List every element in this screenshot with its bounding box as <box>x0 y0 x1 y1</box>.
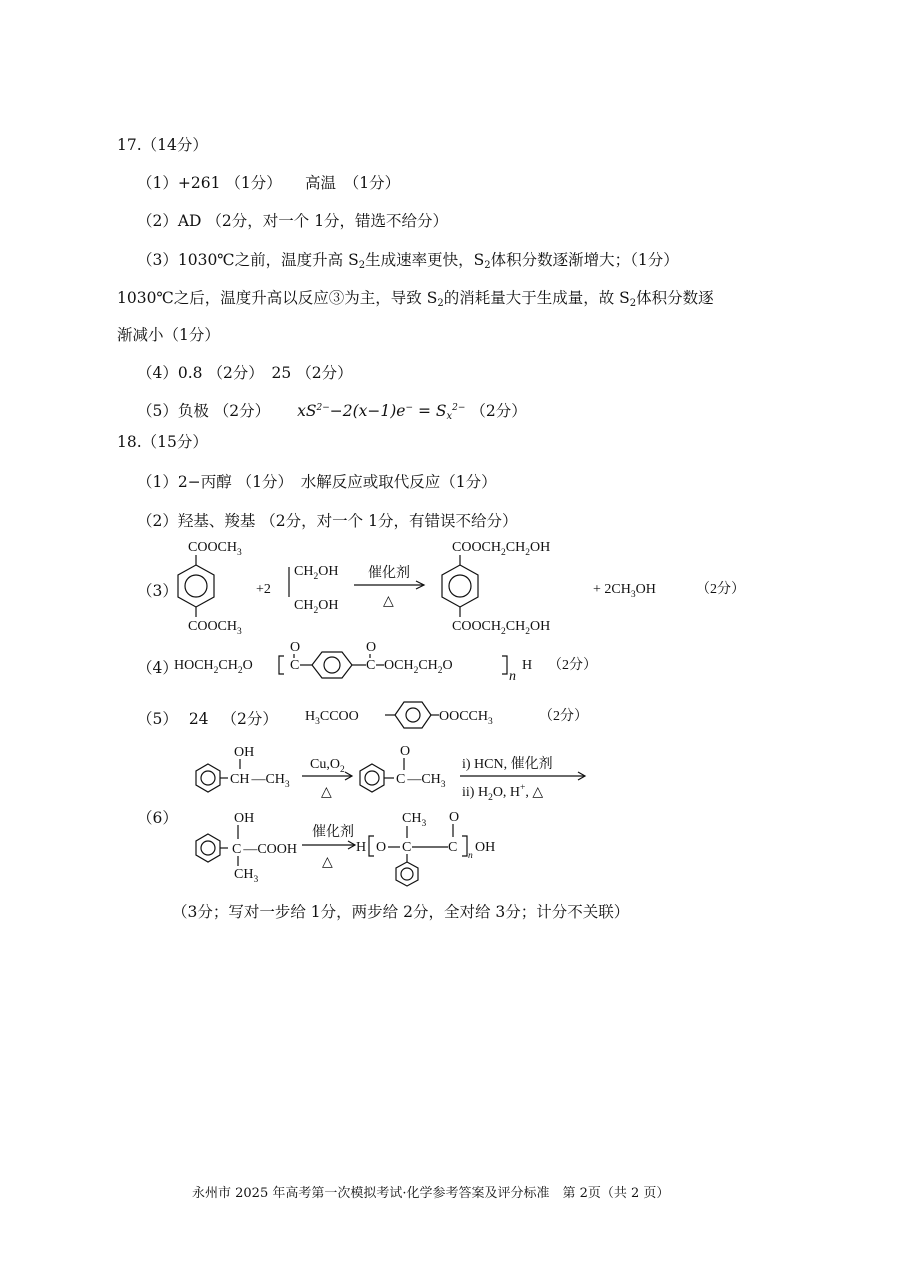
benzene-ring <box>196 834 220 862</box>
subscript: 2 <box>629 298 637 309</box>
degree-n: n <box>509 669 516 684</box>
product-top: $COOCH_2CH_2OH$ <box>452 540 551 558</box>
degree-n: n <box>468 851 473 861</box>
superscript: 2− <box>316 403 330 413</box>
bracket-right <box>462 836 467 856</box>
ring-circle <box>201 841 215 855</box>
end-oh: OH <box>475 840 496 855</box>
ester-bottom: $COOCH_3$ <box>188 619 242 637</box>
cu-o2: $Cu,O_2$ <box>310 757 345 775</box>
catalyst-label: 催化剂 <box>312 825 354 840</box>
q17-part4: （4）0.8 （2分） 25 （2分） <box>137 364 353 382</box>
carbonyl-c: C <box>366 658 376 673</box>
bracket-left <box>369 836 374 856</box>
score: （2分） <box>548 658 597 673</box>
q17-part5-score: （2分） <box>470 402 527 420</box>
heat-symbol: △ <box>322 855 333 870</box>
byproduct: + $2CH_3OH$ <box>593 582 656 600</box>
coefficient: +2 <box>256 582 271 597</box>
q18-part1: （1）2−丙醇 （1分） 水解反应或取代反应（1分） <box>137 473 497 491</box>
q17-part5-equation <box>297 402 470 420</box>
subscript: 2 <box>358 260 366 271</box>
carbonyl-c: C <box>290 658 300 673</box>
score: （2分） <box>539 709 588 724</box>
superscript: − <box>405 403 414 413</box>
hydroxyl: OH <box>234 811 255 826</box>
methyl: $CH_3$ <box>402 811 427 829</box>
ch-ch3: CH $—CH_3$ <box>230 772 290 790</box>
acetoxy-right: $OOCCH_3$ <box>439 709 493 727</box>
ketone: C $—CH_3$ <box>396 772 446 790</box>
acetoxy-left: $H_3CCOO$ <box>305 709 359 727</box>
heat-symbol: △ <box>383 594 394 609</box>
methyl: $CH_3$ <box>234 867 259 885</box>
benzene-ring <box>196 764 220 792</box>
carbonyl-o: O <box>449 810 460 825</box>
bracket-left <box>279 656 284 674</box>
polymer-end-left: $HOCH_2CH_2O$ <box>174 658 253 676</box>
q17-part3-text-b: 生成速率更快，S <box>365 251 485 269</box>
benzene-ring <box>360 764 384 792</box>
q17-part3-text-a: （3）1030℃之前，温度升高 S <box>137 251 359 269</box>
answer-number: 24 <box>188 710 209 728</box>
q18-header: 18.（15分） <box>117 433 208 451</box>
subscript: x <box>446 411 453 422</box>
reagent-1: i) HCN, 催化剂 <box>462 757 553 772</box>
q17-part3-line3: 渐减小（1分） <box>117 326 220 344</box>
ring-circle <box>365 771 379 785</box>
carbonyl-c: C <box>448 840 458 855</box>
q18-part6-route-step2 <box>190 806 530 886</box>
benzene-ring <box>395 702 431 728</box>
polymer-chain: $OCH_2CH_2O$ <box>384 658 453 676</box>
q17-part2: （2）AD （2分，对一个 1分，错选不给分） <box>137 212 449 230</box>
q18-part2: （2）羟基、羧基 （2分，对一个 1分，有错误不给分） <box>137 512 518 530</box>
ring-circle <box>324 657 340 673</box>
q17-part3-text-f: 体积分数逐 <box>636 289 714 307</box>
q17-part3-text-d: 1030℃之后，温度升高以反应③为主，导致 S <box>117 289 438 307</box>
q18-part5-label: （5） <box>137 710 178 728</box>
score: （2分） <box>221 710 278 728</box>
end-h: H <box>356 840 367 855</box>
product-bottom: $COOCH_2CH_2OH$ <box>452 619 551 637</box>
q17-part1: （1）+261 （1分） 高温 （1分） <box>137 174 401 192</box>
benzene-ring <box>442 565 478 607</box>
quaternary-c: C <box>402 840 412 855</box>
subscript: 2 <box>437 298 444 309</box>
q18-part6-note: （3分；写对一步给 1分，两步给 2分，全对给 3分；计分不关联） <box>172 903 630 921</box>
glycol-top: $CH_2OH$ <box>294 564 339 582</box>
ring-circle <box>401 868 413 880</box>
q17-header: 17.（14分） <box>117 136 208 154</box>
superscript: 2− <box>452 403 466 413</box>
q17-part5-label: （5）负极 （2分） <box>137 402 271 420</box>
ring-circle <box>201 771 215 785</box>
q18-part5-structure <box>303 697 603 731</box>
glycol-bottom: $CH_2OH$ <box>294 598 339 616</box>
eq-term: xS <box>297 402 317 420</box>
q18-part5 <box>137 707 278 729</box>
q17-part3-line1 <box>137 248 679 271</box>
bracket-right <box>502 656 507 674</box>
heat-symbol: △ <box>321 785 332 800</box>
benzene-ring <box>312 652 352 678</box>
q18-part3-reaction <box>168 537 788 637</box>
q17-part3-text-e: 的消耗量大于生成量，故 S <box>443 289 630 307</box>
benzene-ring <box>396 862 418 886</box>
q17-part5 <box>137 399 527 422</box>
ring-circle <box>406 708 420 722</box>
acid-chain: C —COOH <box>232 842 298 857</box>
end-h: H <box>522 658 533 673</box>
ester-top: $COOCH_3$ <box>188 540 242 558</box>
q18-part4-label: （4） <box>137 659 178 677</box>
q18-part6-route-step1 <box>190 742 610 802</box>
q18-part6-label: （6） <box>137 809 178 827</box>
eq-term: −2(x−1)e <box>329 402 406 420</box>
q17-part3-text-c: 体积分数逐渐增大；（1分） <box>490 251 679 269</box>
benzene-ring <box>178 565 214 607</box>
catalyst-label: 催化剂 <box>368 566 410 581</box>
carbonyl-o: O <box>400 744 411 759</box>
ring-circle <box>449 575 471 597</box>
subscript: 2 <box>484 260 491 271</box>
eq-term: = S <box>413 402 447 420</box>
reagent-2: ii) $H_2O$, H+, △ <box>462 783 544 803</box>
score: （2分） <box>696 582 745 597</box>
carbonyl-o: O <box>290 640 301 655</box>
ring-circle <box>185 575 207 597</box>
hydroxyl: OH <box>234 745 255 760</box>
q18-part3-label: （3） <box>137 582 178 600</box>
q18-part4-polymer <box>172 640 652 690</box>
q17-part3-line2 <box>117 286 714 309</box>
ester-o: O <box>376 840 387 855</box>
page-footer: 永州市 2025 年高考第一次模拟考试·化学参考答案及评分标准 第 2页（共 2 页） <box>192 1186 670 1201</box>
carbonyl-o: O <box>366 640 377 655</box>
